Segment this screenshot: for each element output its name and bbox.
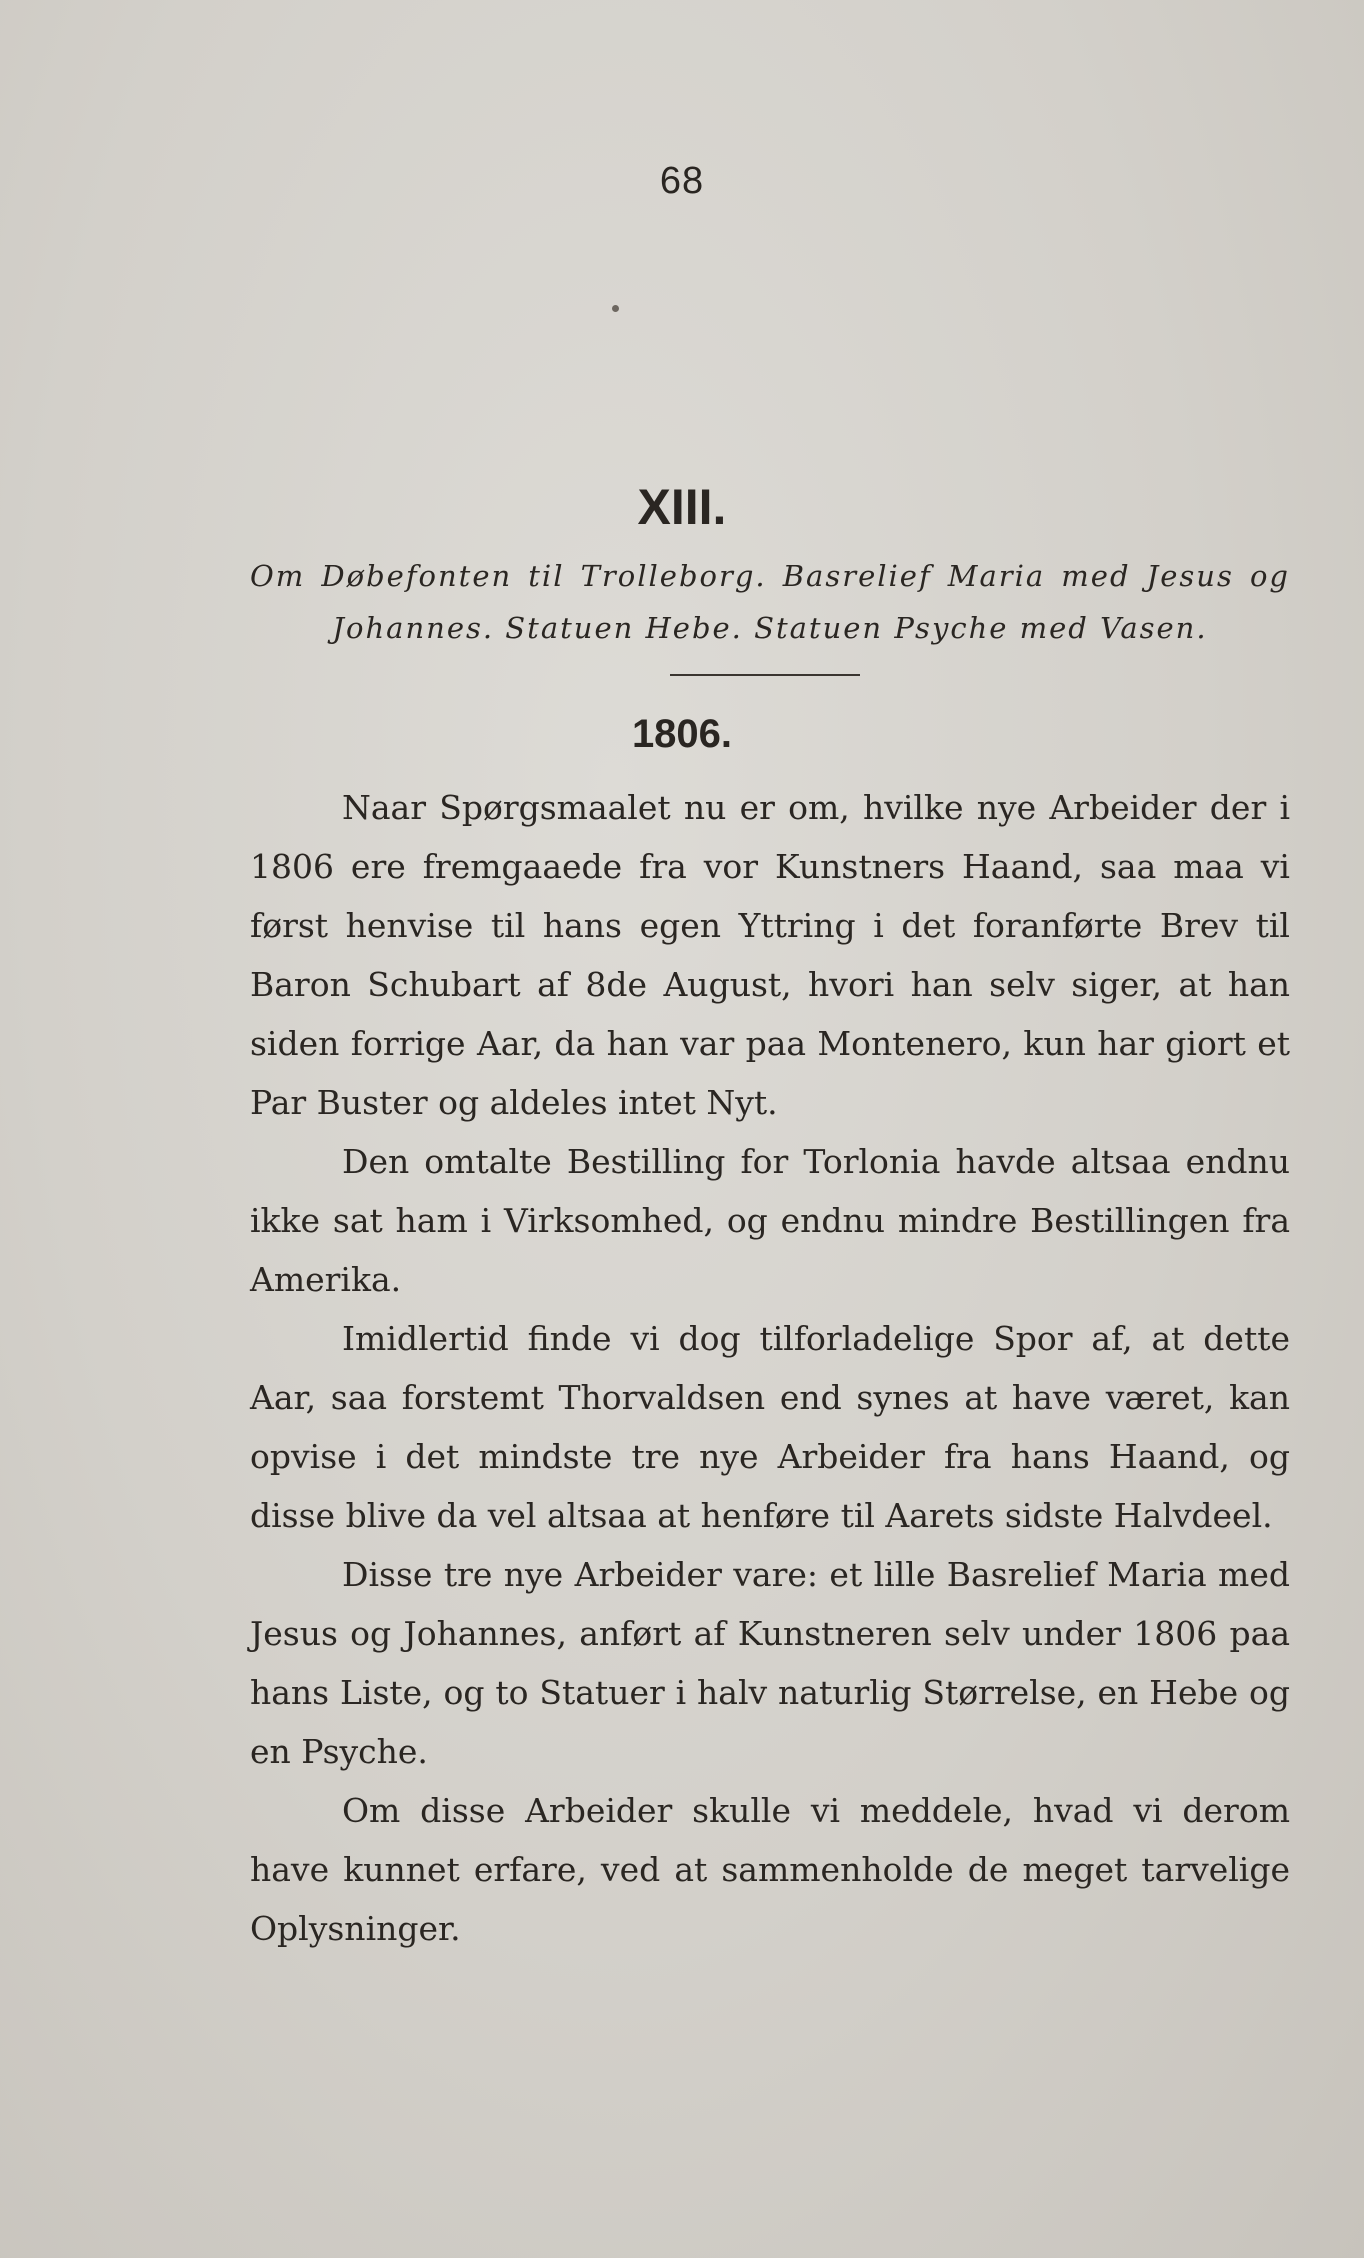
- paragraph: Naar Spørgsmaalet nu er om, hvilke nye Arbeider der i 1806 ere fremgaaede fra vor Kunstners Haand, saa maa vi først henvise til hans egen Yttring i det foranførte Brev til Baron Schubart af 8de August, hvori han selv siger, at han siden forrige Aar, da han var paa Montenero, kun har giort et Par Buster og aldeles intet Nyt.: [250, 788, 1290, 1122]
- paragraph: Den omtalte Bestilling for Torlonia havde altsaa endnu ikke sat ham i Virksomhed, og endnu mindre Bestillingen fra Amerika.: [250, 1142, 1290, 1299]
- body-text: [250, 778, 1290, 1958]
- chapter-number: XIII.: [637, 479, 727, 535]
- ink-speck: [612, 305, 619, 312]
- paragraph: Imidlertid finde vi dog tilforladelige Spor af, at dette Aar, saa forstemt Thorvaldsen end synes at have været, kan opvise i det mindste tre nye Arbeider fra hans Haand, og disse blive da vel altsaa at henføre til Aarets sidste Halvdeel.: [250, 1319, 1290, 1535]
- separator-rule: [670, 674, 860, 676]
- section-year: 1806.: [631, 712, 733, 756]
- page-number: 68: [659, 160, 705, 202]
- chapter-summary: Om Døbefonten til Trolleborg. Basrelief Maria med Jesus og Johannes. Statuen Hebe. Statuen Psyche med Vasen.: [250, 559, 1290, 645]
- paragraph: Disse tre nye Arbeider vare: et lille Basrelief Maria med Jesus og Johannes, anført af Kunstneren selv under 1806 paa hans Liste, og to Statuer i halv naturlig Størrelse, en Hebe og en Psyche.: [250, 1555, 1290, 1771]
- paragraph: Om disse Arbeider skulle vi meddele, hvad vi derom have kunnet erfare, ved at sammenholde de meget tarvelige Oplysninger.: [250, 1791, 1290, 1948]
